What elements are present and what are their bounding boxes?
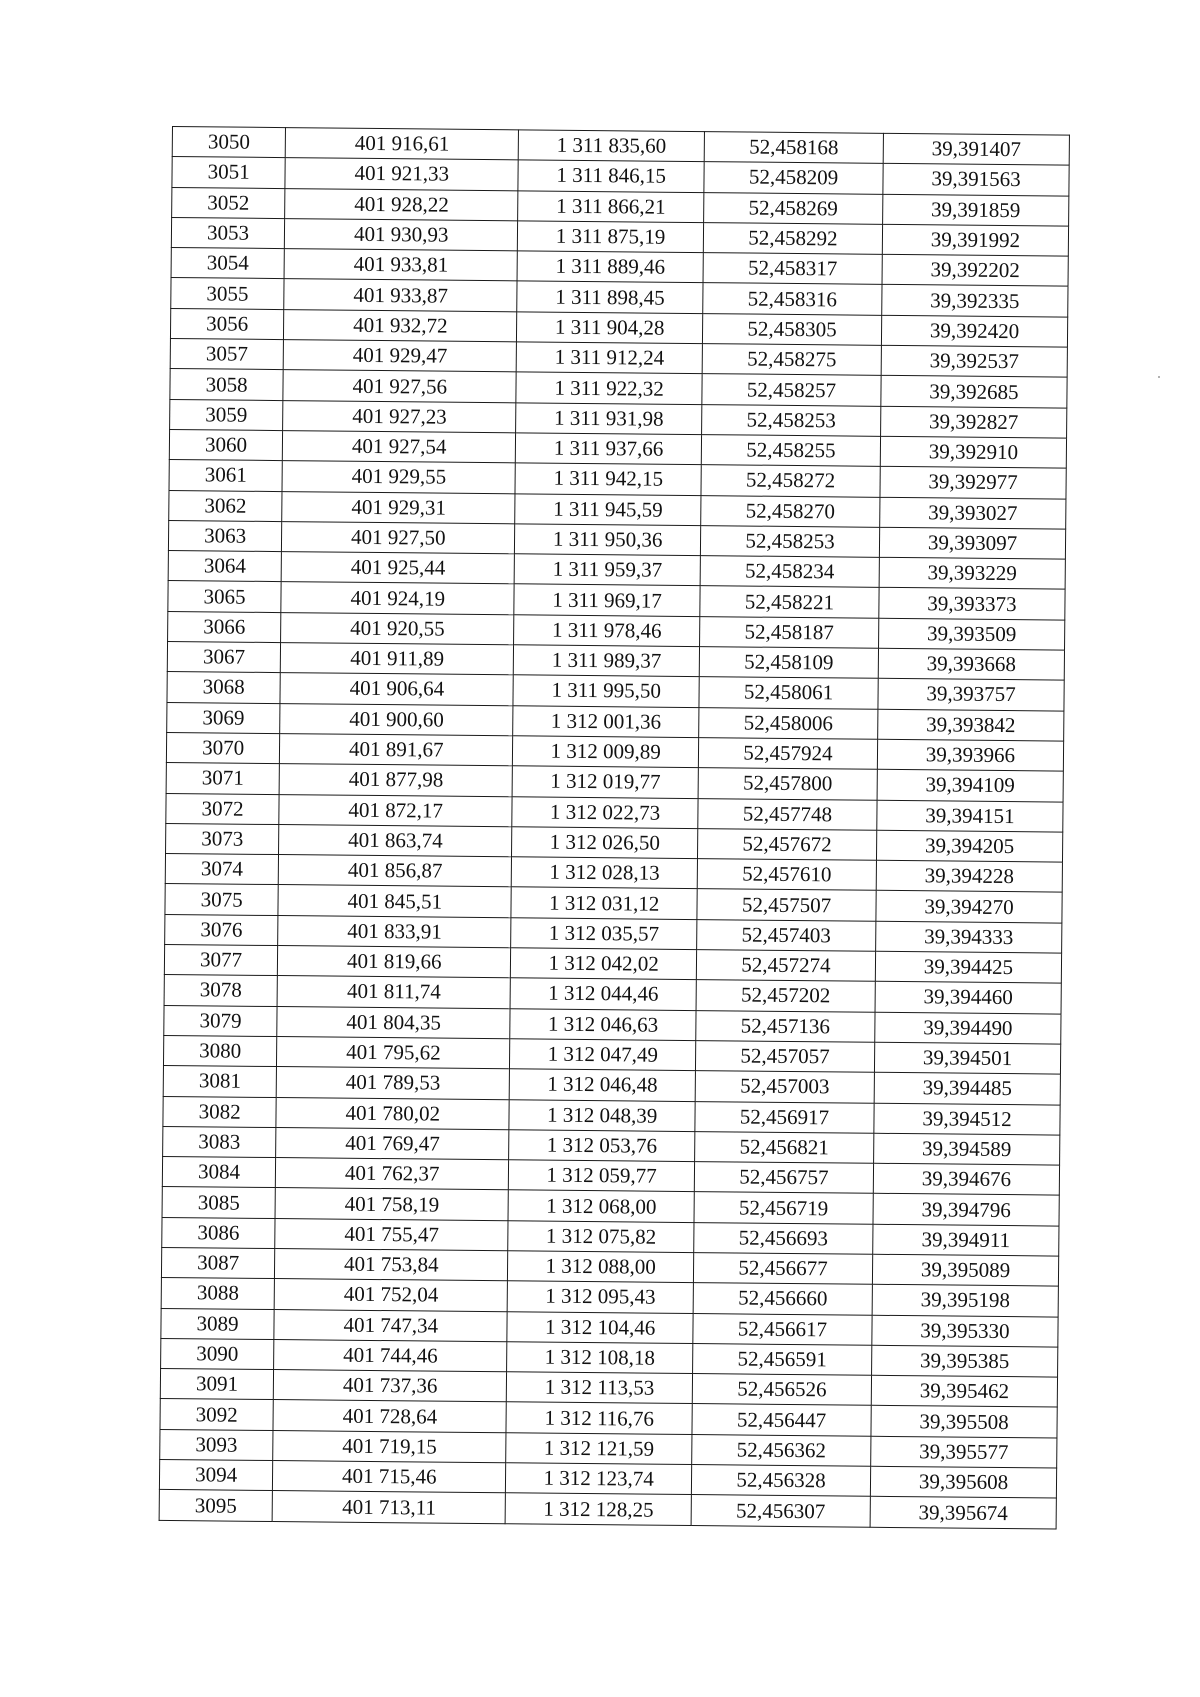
longitude-cell: 39,395674 bbox=[870, 1497, 1056, 1529]
coordinates-table-body bbox=[159, 127, 1069, 1529]
longitude-cell: 39,394109 bbox=[877, 770, 1063, 802]
longitude-cell: 39,392537 bbox=[881, 345, 1067, 377]
longitude-cell: 39,392827 bbox=[881, 406, 1067, 438]
longitude-cell: 39,393842 bbox=[878, 709, 1064, 741]
longitude-cell: 39,392202 bbox=[882, 255, 1068, 287]
longitude-cell: 39,394796 bbox=[873, 1194, 1059, 1226]
y-coordinate-cell: 1 311 875,19 bbox=[518, 221, 704, 253]
longitude-cell: 39,392335 bbox=[882, 285, 1068, 317]
latitude-cell: 52,456447 bbox=[692, 1404, 871, 1436]
latitude-cell: 52,457610 bbox=[697, 859, 876, 891]
x-coordinate-cell: 401 925,44 bbox=[281, 552, 514, 585]
y-coordinate-cell: 1 311 912,24 bbox=[516, 342, 702, 374]
y-coordinate-cell: 1 311 866,21 bbox=[518, 190, 704, 222]
x-coordinate-cell: 401 929,31 bbox=[282, 491, 515, 524]
y-coordinate-cell: 1 312 009,89 bbox=[513, 736, 699, 768]
x-coordinate-cell: 401 744,46 bbox=[274, 1339, 507, 1372]
y-coordinate-cell: 1 312 088,00 bbox=[508, 1251, 694, 1283]
point-number-cell: 3066 bbox=[168, 611, 282, 642]
y-coordinate-cell: 1 312 022,73 bbox=[512, 796, 698, 828]
latitude-cell: 52,458317 bbox=[703, 253, 882, 285]
x-coordinate-cell: 401 728,64 bbox=[273, 1400, 506, 1433]
latitude-cell: 52,458109 bbox=[699, 647, 878, 679]
point-number-cell: 3090 bbox=[161, 1338, 275, 1369]
latitude-cell: 52,458168 bbox=[704, 132, 883, 164]
longitude-cell: 39,391563 bbox=[883, 164, 1069, 196]
x-coordinate-cell: 401 863,74 bbox=[279, 824, 512, 857]
x-coordinate-cell: 401 920,55 bbox=[281, 612, 514, 645]
latitude-cell: 52,456693 bbox=[694, 1222, 873, 1254]
latitude-cell: 52,456307 bbox=[691, 1495, 870, 1527]
y-coordinate-cell: 1 312 128,25 bbox=[505, 1493, 691, 1525]
y-coordinate-cell: 1 312 116,76 bbox=[506, 1402, 692, 1434]
y-coordinate-cell: 1 312 059,77 bbox=[509, 1160, 695, 1192]
y-coordinate-cell: 1 312 047,49 bbox=[510, 1039, 696, 1071]
x-coordinate-cell: 401 719,15 bbox=[273, 1430, 506, 1463]
y-coordinate-cell: 1 312 046,63 bbox=[510, 1008, 696, 1040]
latitude-cell: 52,458272 bbox=[701, 465, 880, 497]
longitude-cell: 39,393027 bbox=[880, 497, 1066, 529]
y-coordinate-cell: 1 312 035,57 bbox=[511, 918, 697, 950]
point-number-cell: 3054 bbox=[171, 248, 285, 279]
latitude-cell: 52,457672 bbox=[697, 828, 876, 860]
latitude-cell: 52,458234 bbox=[700, 556, 879, 588]
point-number-cell: 3055 bbox=[171, 278, 285, 309]
latitude-cell: 52,458061 bbox=[699, 677, 878, 709]
longitude-cell: 39,393373 bbox=[879, 588, 1065, 620]
longitude-cell: 39,394485 bbox=[874, 1072, 1060, 1104]
latitude-cell: 52,458255 bbox=[701, 435, 880, 467]
y-coordinate-cell: 1 312 048,39 bbox=[509, 1099, 695, 1131]
x-coordinate-cell: 401 933,87 bbox=[284, 279, 517, 312]
longitude-cell: 39,394460 bbox=[875, 982, 1061, 1014]
x-coordinate-cell: 401 927,56 bbox=[283, 370, 516, 403]
longitude-cell: 39,391992 bbox=[882, 224, 1068, 256]
x-coordinate-cell: 401 811,74 bbox=[277, 976, 510, 1009]
x-coordinate-cell: 401 927,23 bbox=[283, 400, 516, 433]
latitude-cell: 52,457136 bbox=[696, 1010, 875, 1042]
longitude-cell: 39,394512 bbox=[874, 1103, 1060, 1135]
y-coordinate-cell: 1 311 959,37 bbox=[514, 554, 700, 586]
x-coordinate-cell: 401 758,19 bbox=[275, 1188, 508, 1221]
point-number-cell: 3064 bbox=[168, 551, 282, 582]
point-number-cell: 3083 bbox=[163, 1126, 277, 1157]
y-coordinate-cell: 1 312 108,18 bbox=[507, 1342, 693, 1374]
y-coordinate-cell: 1 312 053,76 bbox=[509, 1130, 695, 1162]
point-number-cell: 3068 bbox=[167, 672, 281, 703]
x-coordinate-cell: 401 916,61 bbox=[285, 128, 518, 161]
y-coordinate-cell: 1 312 042,02 bbox=[511, 948, 697, 980]
x-coordinate-cell: 401 929,55 bbox=[282, 461, 515, 494]
x-coordinate-cell: 401 752,04 bbox=[274, 1279, 507, 1312]
longitude-cell: 39,394501 bbox=[874, 1042, 1060, 1074]
longitude-cell: 39,395385 bbox=[872, 1345, 1058, 1377]
latitude-cell: 52,457057 bbox=[695, 1040, 874, 1072]
longitude-cell: 39,395577 bbox=[871, 1436, 1057, 1468]
point-number-cell: 3076 bbox=[165, 914, 279, 945]
latitude-cell: 52,458006 bbox=[699, 707, 878, 739]
latitude-cell: 52,456917 bbox=[695, 1101, 874, 1133]
coordinates-table bbox=[159, 126, 1070, 1529]
point-number-cell: 3087 bbox=[161, 1247, 275, 1278]
latitude-cell: 52,457800 bbox=[698, 768, 877, 800]
longitude-cell: 39,391407 bbox=[883, 133, 1069, 165]
y-coordinate-cell: 1 311 978,46 bbox=[514, 615, 700, 647]
x-coordinate-cell: 401 877,98 bbox=[279, 764, 512, 797]
point-number-cell: 3086 bbox=[162, 1217, 276, 1248]
point-number-cell: 3095 bbox=[159, 1490, 273, 1521]
y-coordinate-cell: 1 312 028,13 bbox=[512, 857, 698, 889]
x-coordinate-cell: 401 932,72 bbox=[284, 309, 517, 342]
latitude-cell: 52,456660 bbox=[693, 1283, 872, 1315]
x-coordinate-cell: 401 900,60 bbox=[280, 703, 513, 736]
point-number-cell: 3088 bbox=[161, 1278, 275, 1309]
latitude-cell: 52,457403 bbox=[697, 919, 876, 951]
longitude-cell: 39,395198 bbox=[872, 1285, 1058, 1317]
longitude-cell: 39,394490 bbox=[875, 1012, 1061, 1044]
longitude-cell: 39,393509 bbox=[879, 618, 1065, 650]
latitude-cell: 52,458292 bbox=[703, 222, 882, 254]
x-coordinate-cell: 401 833,91 bbox=[278, 915, 511, 948]
point-number-cell: 3085 bbox=[162, 1187, 276, 1218]
point-number-cell: 3053 bbox=[171, 217, 285, 248]
x-coordinate-cell: 401 845,51 bbox=[278, 885, 511, 918]
x-coordinate-cell: 401 713,11 bbox=[272, 1491, 505, 1524]
scan-speck bbox=[1158, 376, 1160, 378]
x-coordinate-cell: 401 921,33 bbox=[285, 158, 518, 191]
longitude-cell: 39,394911 bbox=[873, 1224, 1059, 1256]
latitude-cell: 52,458305 bbox=[702, 313, 881, 345]
latitude-cell: 52,458253 bbox=[702, 404, 881, 436]
longitude-cell: 39,393668 bbox=[878, 648, 1064, 680]
x-coordinate-cell: 401 929,47 bbox=[283, 340, 516, 373]
y-coordinate-cell: 1 312 104,46 bbox=[507, 1311, 693, 1343]
point-number-cell: 3084 bbox=[162, 1157, 276, 1188]
y-coordinate-cell: 1 311 937,66 bbox=[516, 433, 702, 465]
latitude-cell: 52,456821 bbox=[695, 1131, 874, 1163]
point-number-cell: 3094 bbox=[159, 1460, 273, 1491]
latitude-cell: 52,456677 bbox=[693, 1253, 872, 1285]
latitude-cell: 52,457274 bbox=[696, 950, 875, 982]
y-coordinate-cell: 1 311 945,59 bbox=[515, 493, 701, 525]
point-number-cell: 3092 bbox=[160, 1399, 274, 1430]
x-coordinate-cell: 401 769,47 bbox=[276, 1127, 509, 1160]
point-number-cell: 3061 bbox=[169, 460, 283, 491]
latitude-cell: 52,458253 bbox=[700, 525, 879, 557]
point-number-cell: 3091 bbox=[160, 1369, 274, 1400]
y-coordinate-cell: 1 312 121,59 bbox=[506, 1433, 692, 1465]
y-coordinate-cell: 1 311 846,15 bbox=[518, 160, 704, 192]
point-number-cell: 3093 bbox=[160, 1429, 274, 1460]
longitude-cell: 39,394425 bbox=[875, 951, 1061, 983]
y-coordinate-cell: 1 312 044,46 bbox=[510, 978, 696, 1010]
latitude-cell: 52,457924 bbox=[698, 738, 877, 770]
y-coordinate-cell: 1 311 931,98 bbox=[516, 402, 702, 434]
y-coordinate-cell: 1 311 969,17 bbox=[514, 584, 700, 616]
y-coordinate-cell: 1 312 123,74 bbox=[506, 1463, 692, 1495]
point-number-cell: 3079 bbox=[164, 1005, 278, 1036]
y-coordinate-cell: 1 312 046,48 bbox=[510, 1069, 696, 1101]
x-coordinate-cell: 401 891,67 bbox=[280, 734, 513, 767]
point-number-cell: 3075 bbox=[165, 884, 279, 915]
y-coordinate-cell: 1 311 904,28 bbox=[517, 312, 703, 344]
point-number-cell: 3059 bbox=[170, 399, 284, 430]
point-number-cell: 3062 bbox=[169, 490, 283, 521]
longitude-cell: 39,394270 bbox=[876, 891, 1062, 923]
longitude-cell: 39,395330 bbox=[872, 1315, 1058, 1347]
x-coordinate-cell: 401 789,53 bbox=[276, 1067, 509, 1100]
x-coordinate-cell: 401 762,37 bbox=[276, 1158, 509, 1191]
latitude-cell: 52,457507 bbox=[697, 889, 876, 921]
x-coordinate-cell: 401 755,47 bbox=[275, 1218, 508, 1251]
latitude-cell: 52,458187 bbox=[699, 616, 878, 648]
longitude-cell: 39,394151 bbox=[877, 800, 1063, 832]
point-number-cell: 3080 bbox=[163, 1035, 277, 1066]
point-number-cell: 3051 bbox=[172, 157, 286, 188]
latitude-cell: 52,457748 bbox=[698, 798, 877, 830]
latitude-cell: 52,457003 bbox=[695, 1071, 874, 1103]
y-coordinate-cell: 1 311 898,45 bbox=[517, 281, 703, 313]
point-number-cell: 3069 bbox=[167, 702, 281, 733]
longitude-cell: 39,394205 bbox=[876, 830, 1062, 862]
latitude-cell: 52,456757 bbox=[694, 1162, 873, 1194]
point-number-cell: 3081 bbox=[163, 1066, 277, 1097]
y-coordinate-cell: 1 311 889,46 bbox=[517, 251, 703, 283]
x-coordinate-cell: 401 804,35 bbox=[277, 1006, 510, 1039]
point-number-cell: 3067 bbox=[167, 642, 281, 673]
x-coordinate-cell: 401 927,50 bbox=[282, 521, 515, 554]
x-coordinate-cell: 401 753,84 bbox=[275, 1249, 508, 1282]
x-coordinate-cell: 401 924,19 bbox=[281, 582, 514, 615]
point-number-cell: 3058 bbox=[170, 369, 284, 400]
y-coordinate-cell: 1 312 019,77 bbox=[512, 766, 698, 798]
x-coordinate-cell: 401 906,64 bbox=[280, 673, 513, 706]
longitude-cell: 39,394333 bbox=[876, 921, 1062, 953]
longitude-cell: 39,391859 bbox=[883, 194, 1069, 226]
latitude-cell: 52,458209 bbox=[704, 162, 883, 194]
latitude-cell: 52,456719 bbox=[694, 1192, 873, 1224]
latitude-cell: 52,458275 bbox=[702, 344, 881, 376]
y-coordinate-cell: 1 312 001,36 bbox=[513, 705, 699, 737]
y-coordinate-cell: 1 311 950,36 bbox=[515, 524, 701, 556]
point-number-cell: 3077 bbox=[164, 944, 278, 975]
point-number-cell: 3057 bbox=[170, 339, 284, 370]
point-number-cell: 3063 bbox=[168, 520, 282, 551]
latitude-cell: 52,458269 bbox=[704, 192, 883, 224]
point-number-cell: 3071 bbox=[166, 763, 280, 794]
y-coordinate-cell: 1 312 113,53 bbox=[507, 1372, 693, 1404]
longitude-cell: 39,394589 bbox=[874, 1133, 1060, 1165]
latitude-cell: 52,456526 bbox=[692, 1374, 871, 1406]
longitude-cell: 39,395462 bbox=[871, 1375, 1057, 1407]
y-coordinate-cell: 1 311 989,37 bbox=[514, 645, 700, 677]
longitude-cell: 39,392977 bbox=[880, 467, 1066, 499]
x-coordinate-cell: 401 747,34 bbox=[274, 1309, 507, 1342]
longitude-cell: 39,394676 bbox=[873, 1163, 1059, 1195]
latitude-cell: 52,456362 bbox=[692, 1434, 871, 1466]
longitude-cell: 39,395508 bbox=[871, 1406, 1057, 1438]
longitude-cell: 39,395089 bbox=[872, 1254, 1058, 1286]
longitude-cell: 39,395608 bbox=[870, 1466, 1056, 1498]
y-coordinate-cell: 1 312 095,43 bbox=[507, 1281, 693, 1313]
x-coordinate-cell: 401 819,66 bbox=[278, 946, 511, 979]
point-number-cell: 3070 bbox=[166, 732, 280, 763]
x-coordinate-cell: 401 795,62 bbox=[277, 1036, 510, 1069]
latitude-cell: 52,458316 bbox=[703, 283, 882, 315]
point-number-cell: 3052 bbox=[172, 187, 286, 218]
x-coordinate-cell: 401 856,87 bbox=[278, 855, 511, 888]
latitude-cell: 52,458270 bbox=[701, 495, 880, 527]
y-coordinate-cell: 1 311 922,32 bbox=[516, 372, 702, 404]
longitude-cell: 39,393757 bbox=[878, 679, 1064, 711]
point-number-cell: 3073 bbox=[166, 823, 280, 854]
latitude-cell: 52,456591 bbox=[693, 1343, 872, 1375]
latitude-cell: 52,456617 bbox=[693, 1313, 872, 1345]
point-number-cell: 3065 bbox=[168, 581, 282, 612]
point-number-cell: 3056 bbox=[170, 308, 284, 339]
longitude-cell: 39,393097 bbox=[879, 527, 1065, 559]
x-coordinate-cell: 401 933,81 bbox=[284, 249, 517, 282]
y-coordinate-cell: 1 312 031,12 bbox=[511, 887, 697, 919]
latitude-cell: 52,458257 bbox=[702, 374, 881, 406]
point-number-cell: 3078 bbox=[164, 975, 278, 1006]
y-coordinate-cell: 1 311 835,60 bbox=[519, 130, 705, 162]
x-coordinate-cell: 401 737,36 bbox=[274, 1370, 507, 1403]
longitude-cell: 39,393966 bbox=[877, 739, 1063, 771]
point-number-cell: 3082 bbox=[163, 1096, 277, 1127]
y-coordinate-cell: 1 312 075,82 bbox=[508, 1220, 694, 1252]
latitude-cell: 52,457202 bbox=[696, 980, 875, 1012]
x-coordinate-cell: 401 872,17 bbox=[279, 794, 512, 827]
point-number-cell: 3050 bbox=[172, 127, 286, 158]
longitude-cell: 39,394228 bbox=[876, 860, 1062, 892]
y-coordinate-cell: 1 312 068,00 bbox=[508, 1190, 694, 1222]
point-number-cell: 3089 bbox=[161, 1308, 275, 1339]
x-coordinate-cell: 401 928,22 bbox=[285, 188, 518, 221]
point-number-cell: 3074 bbox=[165, 854, 279, 885]
x-coordinate-cell: 401 715,46 bbox=[273, 1461, 506, 1494]
longitude-cell: 39,393229 bbox=[879, 557, 1065, 589]
x-coordinate-cell: 401 930,93 bbox=[285, 218, 518, 251]
longitude-cell: 39,392685 bbox=[881, 376, 1067, 408]
y-coordinate-cell: 1 311 995,50 bbox=[513, 675, 699, 707]
point-number-cell: 3072 bbox=[166, 793, 280, 824]
x-coordinate-cell: 401 911,89 bbox=[280, 643, 513, 676]
x-coordinate-cell: 401 927,54 bbox=[283, 431, 516, 464]
y-coordinate-cell: 1 311 942,15 bbox=[515, 463, 701, 495]
latitude-cell: 52,458221 bbox=[700, 586, 879, 618]
point-number-cell: 3060 bbox=[169, 429, 283, 460]
x-coordinate-cell: 401 780,02 bbox=[276, 1097, 509, 1130]
y-coordinate-cell: 1 312 026,50 bbox=[512, 827, 698, 859]
latitude-cell: 52,456328 bbox=[691, 1465, 870, 1497]
longitude-cell: 39,392910 bbox=[880, 436, 1066, 468]
longitude-cell: 39,392420 bbox=[881, 315, 1067, 347]
